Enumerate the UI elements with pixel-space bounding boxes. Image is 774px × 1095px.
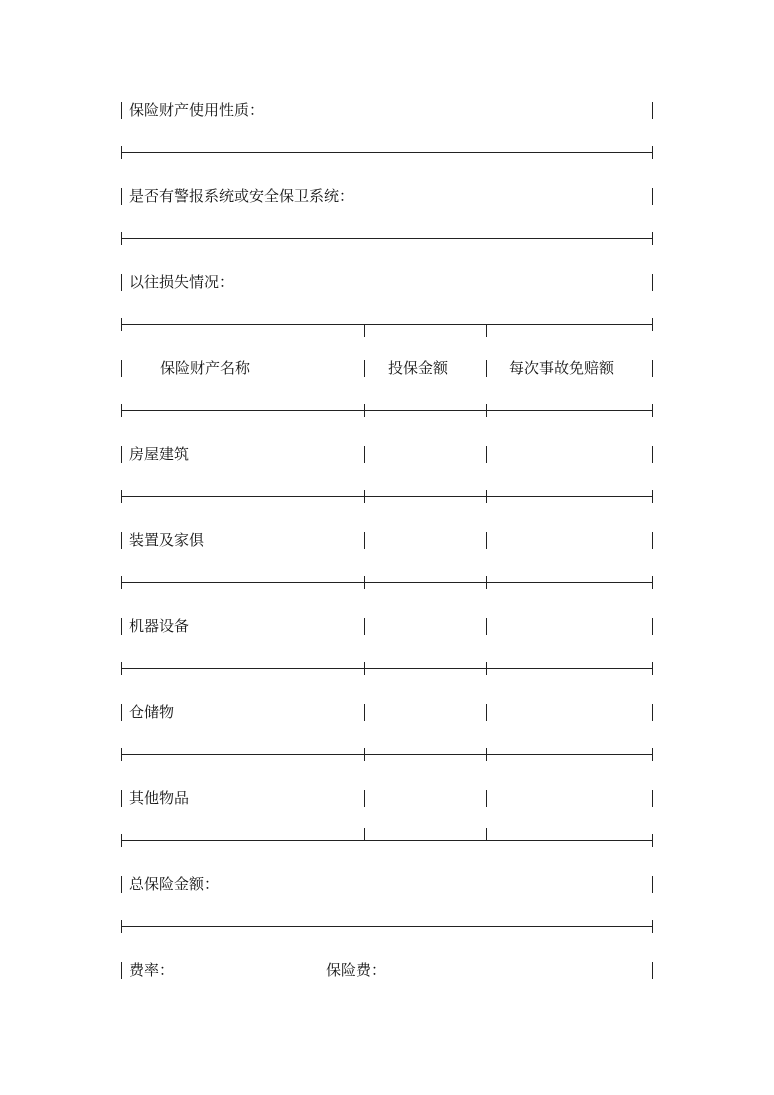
divider-tick-left (121, 146, 122, 159)
header-property-name: 保险财产名称 (160, 359, 251, 377)
column-separator (486, 704, 487, 721)
column-separator (364, 618, 365, 635)
column-tick (364, 490, 365, 503)
divider-tick-left (121, 232, 122, 245)
divider-tick-right (652, 748, 653, 761)
header-insured-amount: 投保金额 (388, 359, 449, 377)
total-sum-label: 总保险金额： (129, 875, 220, 893)
column-tick (486, 576, 487, 589)
row-divider (121, 754, 653, 755)
table-row-name: 机器设备 (129, 617, 190, 635)
left-border (121, 876, 122, 893)
right-border (652, 876, 653, 893)
divider-tick-right (652, 490, 653, 503)
right-border (652, 446, 653, 463)
column-separator (486, 790, 487, 807)
column-tick (364, 748, 365, 761)
row-divider (121, 668, 653, 669)
divider-tick-right (652, 146, 653, 159)
column-separator (486, 532, 487, 549)
column-separator (364, 704, 365, 721)
left-border (121, 704, 122, 721)
row-divider (121, 582, 653, 583)
column-tick (486, 662, 487, 675)
column-separator (486, 360, 487, 377)
header-deductible: 每次事故免赔额 (509, 359, 615, 377)
divider-tick-right (652, 318, 653, 331)
column-separator (364, 360, 365, 377)
left-border (121, 360, 122, 377)
divider-tick-left (121, 748, 122, 761)
divider-tick-right (652, 662, 653, 675)
column-tick (486, 324, 487, 337)
table-row-name: 装置及家俱 (129, 531, 205, 549)
row-divider (121, 926, 653, 927)
divider-tick-right (652, 834, 653, 847)
divider-tick-left (121, 576, 122, 589)
column-tick (364, 576, 365, 589)
column-separator (364, 790, 365, 807)
left-border (121, 188, 122, 205)
right-border (652, 790, 653, 807)
divider-tick-left (121, 834, 122, 847)
divider-tick-right (652, 232, 653, 245)
right-border (652, 618, 653, 635)
table-row-name: 房屋建筑 (129, 445, 190, 463)
row-divider (121, 152, 653, 153)
column-tick (364, 662, 365, 675)
right-border (652, 102, 653, 119)
row-divider (121, 496, 653, 497)
row-divider (121, 238, 653, 239)
left-border (121, 790, 122, 807)
left-border (121, 446, 122, 463)
column-separator (486, 618, 487, 635)
right-border (652, 962, 653, 979)
past-losses-label: 以往损失情况： (129, 273, 235, 291)
column-tick (364, 404, 365, 417)
divider-tick-left (121, 920, 122, 933)
column-separator (486, 446, 487, 463)
divider-tick-right (652, 404, 653, 417)
right-border (652, 360, 653, 377)
left-border (121, 532, 122, 549)
column-tick (364, 324, 365, 337)
right-border (652, 704, 653, 721)
table-row-name: 仓储物 (129, 703, 175, 721)
divider-tick-right (652, 576, 653, 589)
property-use-label: 保险财产使用性质： (129, 101, 265, 119)
divider-tick-left (121, 662, 122, 675)
row-divider (121, 410, 653, 411)
column-tick (486, 404, 487, 417)
divider-tick-left (121, 404, 122, 417)
column-tick (486, 748, 487, 761)
left-border (121, 274, 122, 291)
column-tick (364, 828, 365, 841)
column-tick (486, 490, 487, 503)
left-border (121, 102, 122, 119)
right-border (652, 274, 653, 291)
divider-tick-left (121, 318, 122, 331)
right-border (652, 188, 653, 205)
divider-tick-left (121, 490, 122, 503)
table-top-border (121, 324, 653, 325)
table-bottom-border (121, 840, 653, 841)
divider-tick-right (652, 920, 653, 933)
alarm-system-label: 是否有警报系统或安全保卫系统： (129, 187, 355, 205)
rate-label: 费率： (129, 961, 175, 979)
right-border (652, 532, 653, 549)
table-row-name: 其他物品 (129, 789, 190, 807)
column-separator (364, 446, 365, 463)
left-border (121, 618, 122, 635)
column-separator (364, 532, 365, 549)
premium-label: 保险费： (326, 961, 387, 979)
left-border (121, 962, 122, 979)
column-tick (486, 828, 487, 841)
